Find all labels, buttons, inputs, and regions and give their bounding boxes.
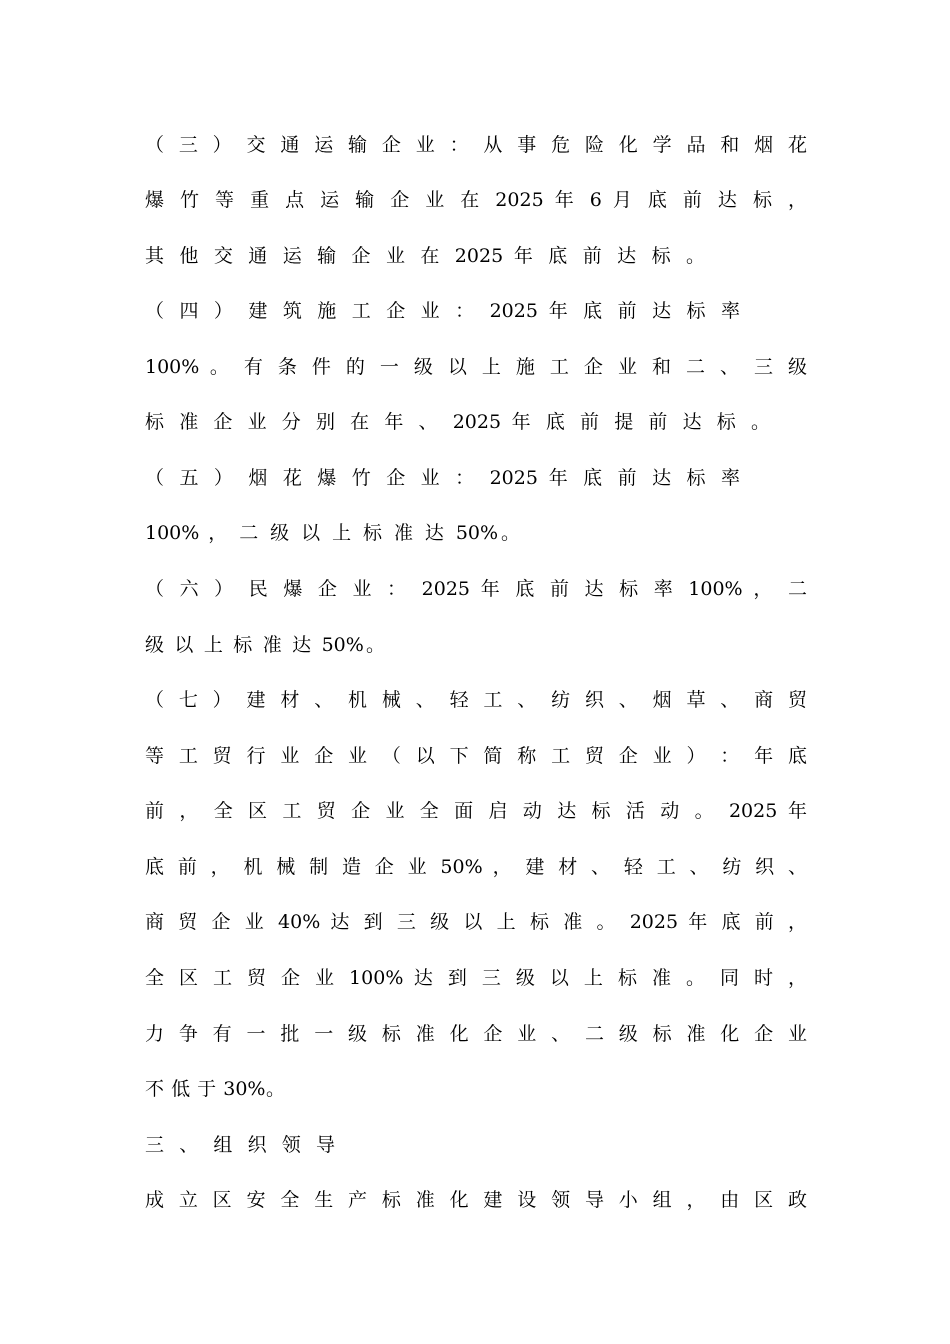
text-line-13: 前 ， 全 区 工 贸 企 业 全 面 启 动 达 标 活 动 。 2025 年 (145, 800, 807, 822)
text-line-4: （ 四 ） 建 筑 施 工 企 业 ： 2025 年 底 前 达 标 率 (145, 300, 740, 322)
text-line-16: 全 区 工 贸 企 业 100% 达 到 三 级 以 上 标 准 。 同 时 ， (145, 967, 807, 989)
text-line-2: 爆 竹 等 重 点 运 输 企 业 在 2025 年 6 月 底 前 达 标 ， (145, 189, 807, 211)
text-line-1: （ 三 ） 交 通 运 输 企 业 ： 从 事 危 险 化 学 品 和 烟 花 (145, 134, 807, 156)
text-line-11: （ 七 ） 建 材 、 机 械 、 轻 工 、 纺 织 、 烟 草 、 商 贸 (145, 689, 807, 711)
text-line-14: 底 前 ， 机 械 制 造 企 业 50% ， 建 材 、 轻 工 、 纺 织 、 (145, 856, 807, 878)
text-line-18: 不 低 于 30%。 (145, 1078, 285, 1100)
text-line-17: 力 争 有 一 批 一 级 标 准 化 企 业 、 二 级 标 准 化 企 业 (145, 1023, 807, 1045)
section-heading: 三 、 组 织 领 导 (145, 1134, 335, 1156)
text-line-10: 级 以 上 标 准 达 50%。 (145, 634, 385, 656)
text-line-3: 其 他 交 通 运 输 企 业 在 2025 年 底 前 达 标 。 (145, 245, 705, 267)
text-line-12: 等 工 贸 行 业 企 业 （ 以 下 简 称 工 贸 企 业 ） ： 年 底 (145, 745, 807, 767)
text-line-9: （ 六 ） 民 爆 企 业 ： 2025 年 底 前 达 标 率 100% ， 二 (145, 578, 807, 600)
text-line-7: （ 五 ） 烟 花 爆 竹 企 业 ： 2025 年 底 前 达 标 率 (145, 467, 740, 489)
text-line-5: 100% 。 有 条 件 的 一 级 以 上 施 工 企 业 和 二 、 三 级 (145, 356, 807, 378)
text-line-20: 成 立 区 安 全 生 产 标 准 化 建 设 领 导 小 组 ， 由 区 政 (145, 1189, 807, 1211)
text-line-15: 商 贸 企 业 40% 达 到 三 级 以 上 标 准 。 2025 年 底 前 ， (145, 911, 807, 933)
text-line-8: 100% ， 二 级 以 上 标 准 达 50%。 (145, 522, 520, 544)
text-line-6: 标 准 企 业 分 别 在 年 、 2025 年 底 前 提 前 达 标 。 (145, 411, 770, 433)
